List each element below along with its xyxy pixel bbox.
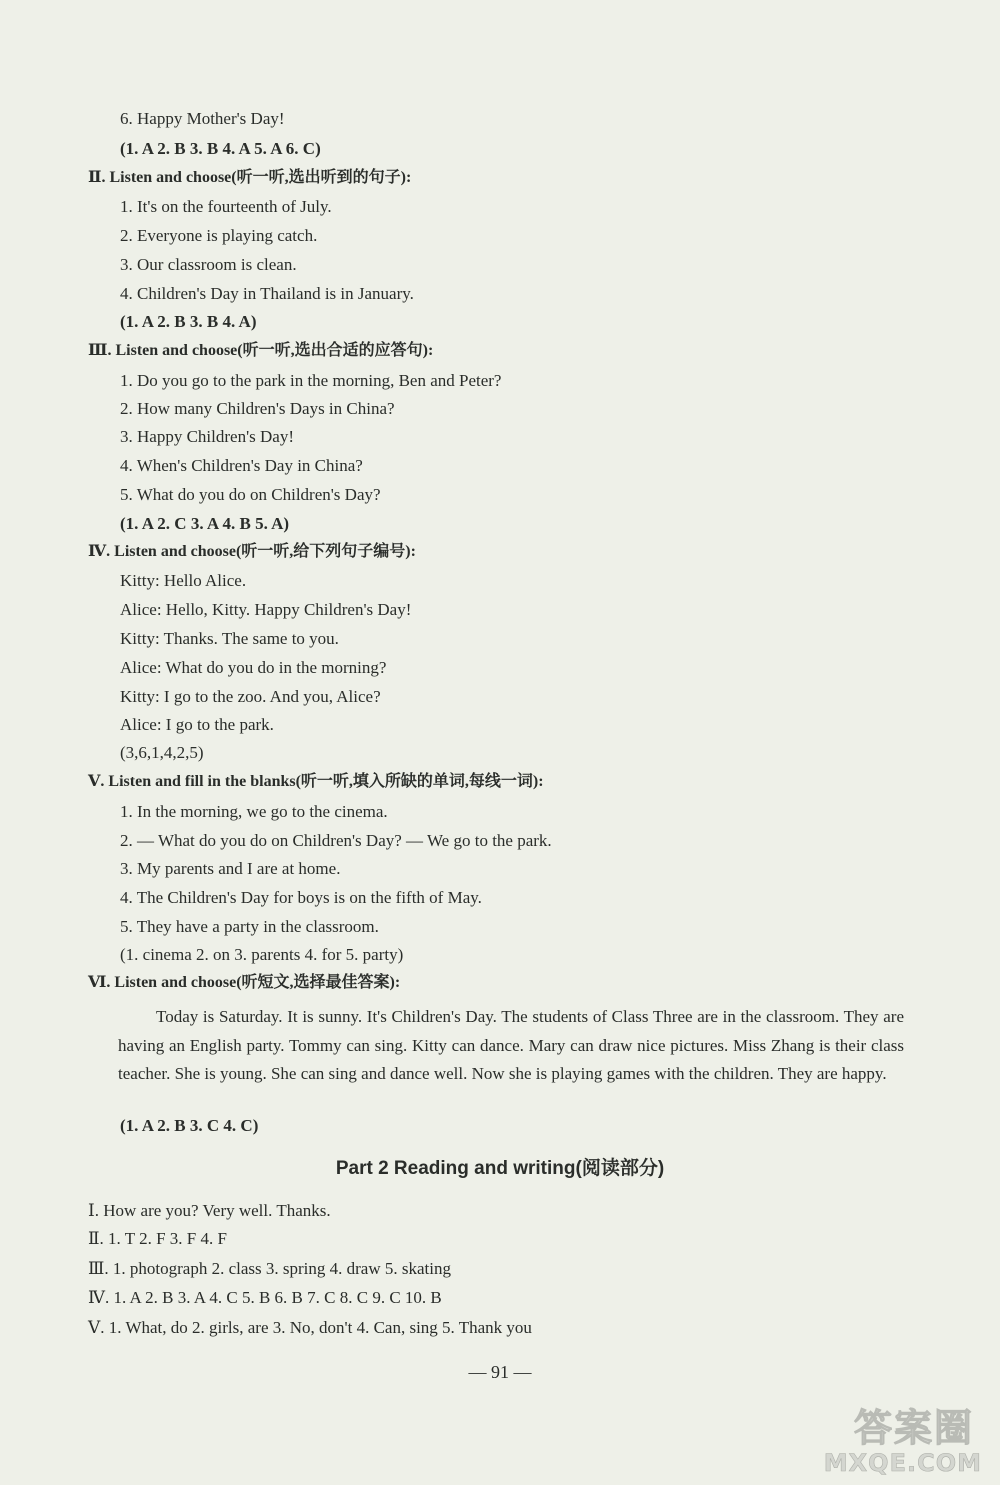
list-item: 3. Happy Children's Day! bbox=[120, 427, 294, 446]
list-item: 4. The Children's Day for boys is on the fifth of May. bbox=[120, 888, 482, 907]
dialogue-line: Kitty: Hello Alice. bbox=[120, 571, 247, 590]
answer-key: (1. cinema 2. on 3. parents 4. for 5. party) bbox=[120, 945, 404, 964]
list-item: 3. Our classroom is clean. bbox=[120, 255, 297, 274]
section-heading: Ⅴ. Listen and fill in the blanks(听一听,填入所缺的单词,每线一词): bbox=[88, 773, 544, 790]
list-item: 5. They have a party in the classroom. bbox=[120, 917, 379, 936]
watermark-logo-text: 答案圈 bbox=[853, 1406, 974, 1450]
answer-line: Ⅰ. How are you? Very well. Thanks. bbox=[88, 1201, 331, 1220]
list-item: 6. Happy Mother's Day! bbox=[120, 109, 285, 128]
list-item: 4. Children's Day in Thailand is in January. bbox=[120, 284, 414, 303]
dialogue-line: Alice: I go to the park. bbox=[120, 715, 274, 734]
part-title: Part 2 Reading and writing(阅读部分) bbox=[335, 1158, 665, 1179]
section-heading: Ⅱ. Listen and choose(听一听,选出听到的句子): bbox=[88, 169, 412, 186]
list-item: 1. Do you go to the park in the morning, Ben and Peter? bbox=[120, 371, 502, 390]
answer-key: (1. A 2. B 3. B 4. A) bbox=[120, 312, 257, 331]
dialogue-line: Alice: What do you do in the morning? bbox=[120, 658, 387, 677]
dialogue-line: Alice: Hello, Kitty. Happy Children's Day! bbox=[120, 600, 412, 619]
watermark-logo bbox=[802, 1397, 982, 1477]
list-item: 1. In the morning, we go to the cinema. bbox=[120, 802, 388, 821]
answer-line: Ⅲ. 1. photograph 2. class 3. spring 4. draw 5. skating bbox=[88, 1259, 451, 1278]
answer-line: Ⅱ. 1. T 2. F 3. F 4. F bbox=[88, 1229, 227, 1248]
answer-key: (3,6,1,4,2,5) bbox=[120, 743, 204, 762]
dialogue-line: Kitty: Thanks. The same to you. bbox=[120, 629, 339, 648]
list-item: 2. — What do you do on Children's Day? — We go to the park. bbox=[120, 831, 552, 850]
list-item: 2. How many Children's Days in China? bbox=[120, 399, 395, 418]
answer-key: (1. A 2. B 3. C 4. C) bbox=[120, 1116, 259, 1135]
dialogue-line: Kitty: I go to the zoo. And you, Alice? bbox=[120, 687, 381, 706]
answer-key: (1. A 2. B 3. B 4. A 5. A 6. C) bbox=[120, 139, 321, 158]
watermark-site: MXQE.COM bbox=[823, 1449, 982, 1477]
answer-line: Ⅴ. 1. What, do 2. girls, are 3. No, don't 4. Can, sing 5. Thank you bbox=[88, 1318, 532, 1337]
answer-line: Ⅳ. 1. A 2. B 3. A 4. C 5. B 6. B 7. C 8. C 9. C 10. B bbox=[88, 1288, 442, 1307]
section-heading: Ⅳ. Listen and choose(听一听,给下列句子编号): bbox=[88, 543, 416, 560]
list-item: 2. Everyone is playing catch. bbox=[120, 226, 318, 245]
reading-passage: Today is Saturday. It is sunny. It's Children's Day. The students of Class Three are in the classroom. They are having an English party. Tommy can sing. Kitty can dance. Mary can draw nice pictures. Miss Zhang is their class teacher. She is young. She can sing and dance well. Now she is playing games with the children. They are happy. bbox=[118, 1007, 904, 1083]
page-number: — 91 — bbox=[468, 1362, 532, 1382]
list-item: 3. My parents and I are at home. bbox=[120, 859, 341, 878]
answer-key: (1. A 2. C 3. A 4. B 5. A) bbox=[120, 514, 290, 533]
list-item: 1. It's on the fourteenth of July. bbox=[120, 197, 332, 216]
section-heading: Ⅵ. Listen and choose(听短文,选择最佳答案): bbox=[88, 974, 401, 991]
list-item: 4. When's Children's Day in China? bbox=[120, 456, 363, 475]
list-item: 5. What do you do on Children's Day? bbox=[120, 485, 381, 504]
section-heading: Ⅲ. Listen and choose(听一听,选出合适的应答句): bbox=[88, 342, 434, 359]
